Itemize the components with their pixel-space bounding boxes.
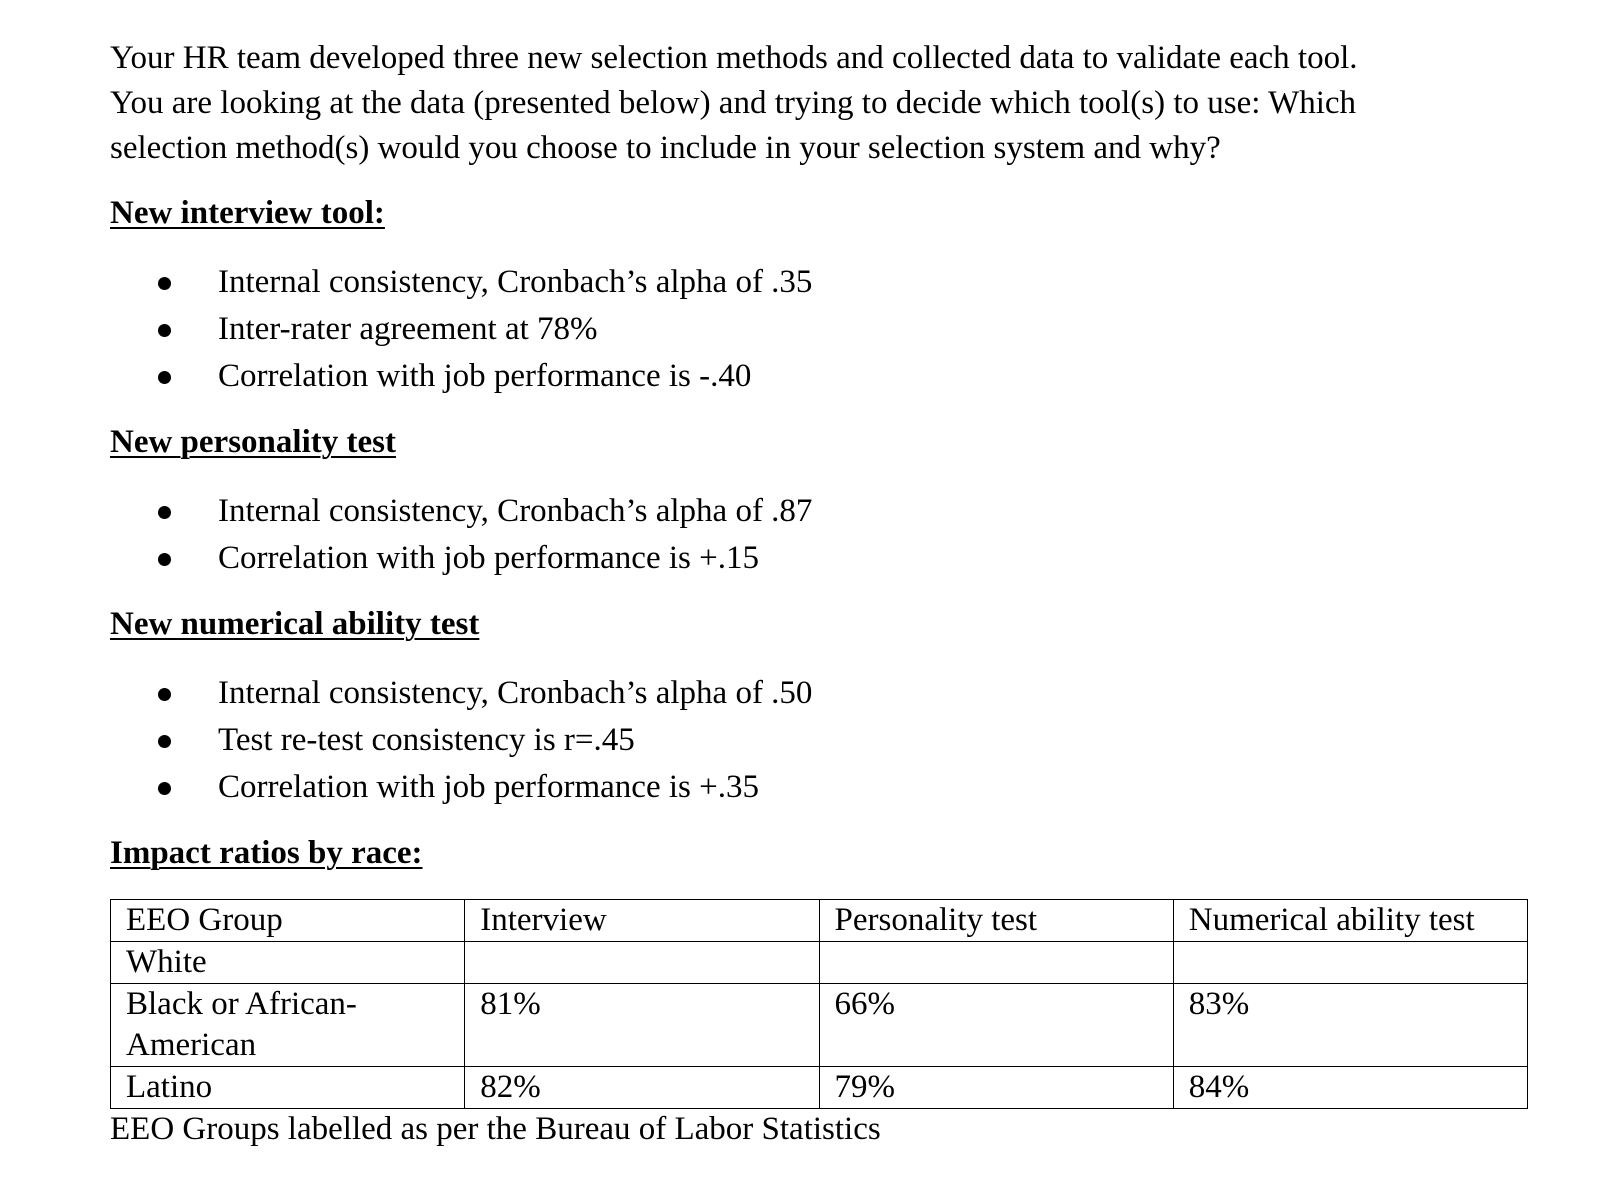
table-cell (1173, 942, 1527, 984)
bullet-icon (158, 553, 171, 566)
list-item (110, 535, 1530, 582)
impact-ratio-table (110, 899, 1528, 1109)
header-numerical-ability-test: Numerical ability test (1173, 900, 1527, 942)
table-cell: White (111, 942, 465, 984)
table-cell: 66% (819, 984, 1173, 1067)
section-heading-personality: New personality test (110, 424, 396, 460)
bullet-icon (158, 277, 171, 290)
intro-paragraph (110, 36, 1530, 171)
table-cell: 79% (819, 1067, 1173, 1109)
intro-line-1: Your HR team developed three new selection methods and collected data to validate each tool. (110, 40, 1358, 76)
list-item-text: Internal consistency, Cronbach’s alpha of .50 (218, 675, 813, 711)
table-cell (819, 942, 1173, 984)
bullet-list-numerical (110, 670, 1530, 811)
list-item-text: Internal consistency, Cronbach’s alpha of .35 (218, 264, 813, 300)
header-personality-test: Personality test (819, 900, 1173, 942)
list-item (110, 353, 1530, 400)
list-item-text: Correlation with job performance is -.40 (218, 358, 752, 394)
table-cell: Black or African- American (111, 984, 465, 1067)
list-item-text: Test re-test consistency is r=.45 (218, 722, 635, 758)
bullet-list-personality (110, 488, 1530, 582)
table-cell: 82% (465, 1067, 819, 1109)
table-cell: 83% (1173, 984, 1527, 1067)
list-item-text: Correlation with job performance is +.15 (218, 540, 759, 576)
bullet-icon (158, 371, 171, 384)
table-footnote: EEO Groups labelled as per the Bureau of Labor Statistics (110, 1111, 881, 1147)
table-row (111, 942, 1528, 984)
list-item (110, 259, 1530, 306)
bullet-icon (158, 735, 171, 748)
bullet-icon (158, 506, 171, 519)
table-row (111, 1067, 1528, 1109)
table-cell: 81% (465, 984, 819, 1067)
bullet-icon (158, 782, 171, 795)
list-item (110, 717, 1530, 764)
list-item (110, 488, 1530, 535)
table-cell: Latino (111, 1067, 465, 1109)
section-heading-interview: New interview tool: (110, 195, 385, 231)
impact-heading: Impact ratios by race: (110, 835, 423, 871)
table-cell: 84% (1173, 1067, 1527, 1109)
table-row (111, 984, 1528, 1067)
bullet-icon (158, 688, 171, 701)
header-eeo-group: EEO Group (111, 900, 465, 942)
list-item-text: Inter-rater agreement at 78% (218, 311, 598, 347)
list-item (110, 670, 1530, 717)
intro-line-2: You are looking at the data (presented below) and trying to decide which tool(s) to use: Which (110, 85, 1357, 121)
list-item (110, 764, 1530, 811)
bullet-icon (158, 324, 171, 337)
header-interview: Interview (465, 900, 819, 942)
table-cell (465, 942, 819, 984)
table-header-row (111, 900, 1528, 942)
list-item (110, 306, 1530, 353)
list-item-text: Internal consistency, Cronbach’s alpha of .87 (218, 493, 813, 529)
bullet-list-interview (110, 259, 1530, 400)
section-heading-numerical: New numerical ability test (110, 606, 480, 642)
intro-line-3: selection method(s) would you choose to include in your selection system and why? (110, 130, 1221, 166)
list-item-text: Correlation with job performance is +.35 (218, 769, 759, 805)
document-page (110, 36, 1530, 1149)
